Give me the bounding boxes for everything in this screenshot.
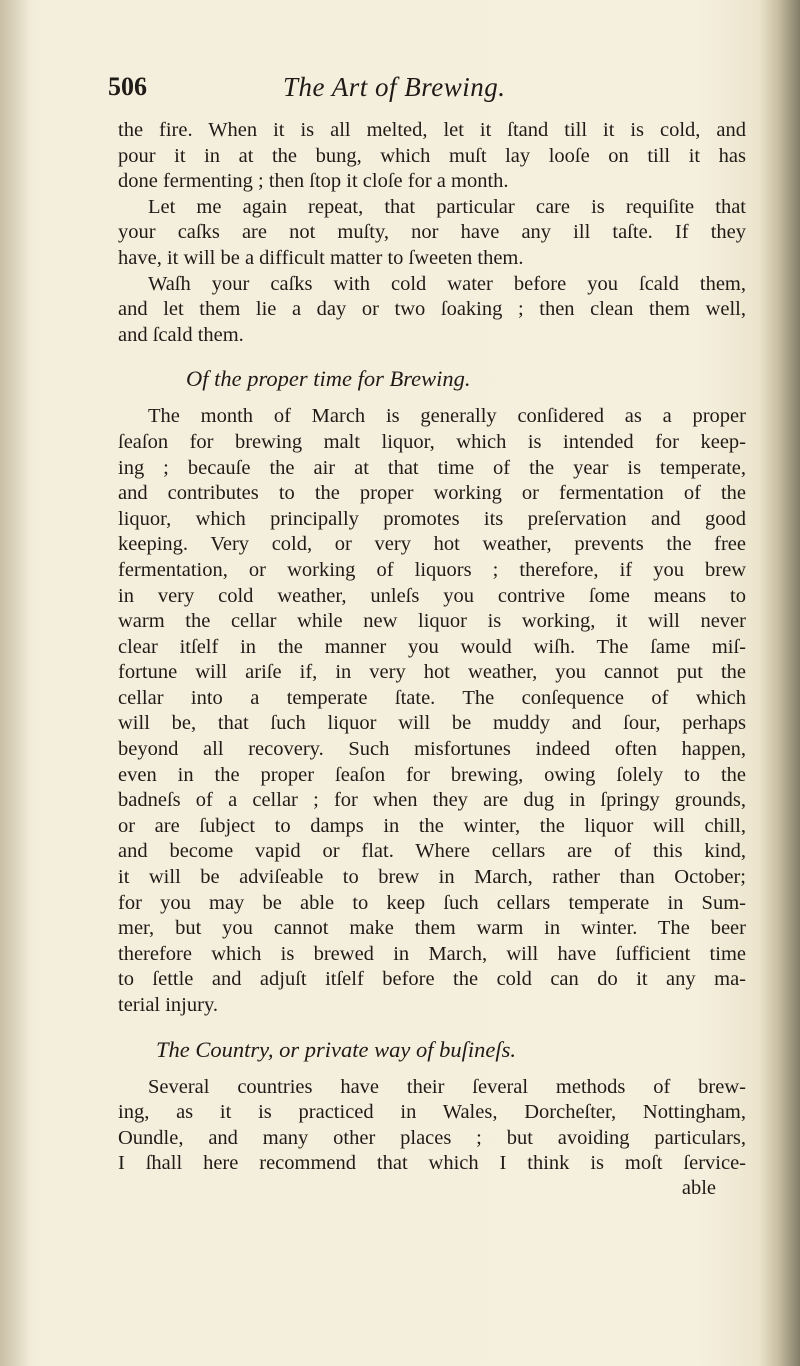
text-line: or are ſubject to damps in the winter, the liquor will chill, bbox=[118, 814, 746, 837]
text-line: badneſs of a cellar ; for when they are dug in ſpringy grounds, bbox=[118, 789, 746, 812]
text-line: The month of March is generally conſidered as a proper bbox=[148, 405, 746, 428]
text-line: and let them lie a day or two ſoaking ; then clean them well, bbox=[118, 298, 746, 321]
text-line: fortune will ariſe if, in very hot weather, you cannot put the bbox=[118, 661, 746, 684]
text-line: liquor, which principally promotes its preſervation and good bbox=[118, 507, 746, 530]
text-line: the fire. When it is all melted, let it ſtand till it is cold, and bbox=[118, 119, 746, 141]
text-line: to ſettle and adjuſt itſelf before the cold can do it any ma- bbox=[118, 968, 746, 991]
text-line: it will be adviſeable to brew in March, rather than October; bbox=[118, 866, 746, 889]
text-line: keeping. Very cold, or very hot weather, prevents the free bbox=[118, 533, 746, 556]
page-header bbox=[108, 72, 748, 112]
text-line: mer, but you cannot make them warm in winter. The beer bbox=[118, 917, 746, 940]
text-line: I ſhall here recommend that which I think is moſt ſervice- bbox=[118, 1152, 746, 1175]
binding-shadow bbox=[0, 0, 30, 1366]
text-line: ſeaſon for brewing malt liquor, which is intended for keep- bbox=[118, 430, 746, 453]
text-line: have, it will be a difficult matter to ſweeten them. bbox=[118, 246, 524, 269]
text-line: will be, that ſuch liquor will be muddy and ſour, perhaps bbox=[118, 712, 746, 735]
text-line: pour it in at the bung, which muſt lay looſe on till it has bbox=[118, 144, 746, 167]
section-heading: Of the proper time for Brewing. bbox=[186, 366, 471, 392]
text-line: in very cold weather, unleſs you contrive ſome means to bbox=[118, 584, 746, 607]
text-line: for you may be able to keep ſuch cellars temperate in Sum- bbox=[118, 891, 746, 914]
text-line: terial injury. bbox=[118, 994, 218, 1016]
text-line: fermentation, or working of liquors ; therefore, if you brew bbox=[118, 558, 746, 581]
section-heading: The Country, or private way of buſineſs. bbox=[156, 1036, 516, 1062]
text-line: therefore which is brewed in March, will have ſufficient time bbox=[118, 942, 746, 965]
text-line: ing ; becauſe the air at that time of the year is temperate, bbox=[118, 456, 746, 479]
text-line: even in the proper ſeaſon for brewing, owing ſolely to the bbox=[118, 763, 746, 786]
text-line: and contributes to the proper working or fermentation of the bbox=[118, 482, 746, 505]
catchword: able bbox=[681, 1176, 716, 1199]
text-line: Oundle, and many other places ; but avoiding particulars, bbox=[118, 1126, 746, 1149]
text-line: Several countries have their ſeveral methods of brew- bbox=[148, 1075, 746, 1098]
text-line: and become vapid or flat. Where cellars are of this kind, bbox=[118, 840, 746, 863]
text-line: ing, as it is practiced in Wales, Dorcheſter, Nottingham, bbox=[118, 1101, 746, 1124]
text-line: clear itſelf in the manner you would wiſh. The ſame miſ- bbox=[118, 635, 746, 658]
text-line: done fermenting ; then ſtop it cloſe for a month. bbox=[118, 170, 509, 193]
page-number: 506 bbox=[108, 72, 147, 101]
text-line: beyond all recovery. Such misfortunes indeed often happen, bbox=[118, 738, 746, 761]
text-line: your caſks are not muſty, nor have any ill taſte. If they bbox=[118, 221, 746, 244]
running-title: The Art of Brewing. bbox=[283, 72, 506, 102]
text-line: Waſh your caſks with cold water before you ſcald them, bbox=[148, 272, 746, 295]
body-text bbox=[118, 118, 746, 1201]
text-line: warm the cellar while new liquor is working, it will never bbox=[118, 610, 746, 633]
text-line: Let me again repeat, that particular care is requiſite that bbox=[148, 195, 746, 218]
page-edge-shadow bbox=[758, 0, 800, 1366]
text-line: and ſcald them. bbox=[118, 323, 244, 346]
text-line: cellar into a temperate ſtate. The conſequence of which bbox=[118, 686, 746, 709]
